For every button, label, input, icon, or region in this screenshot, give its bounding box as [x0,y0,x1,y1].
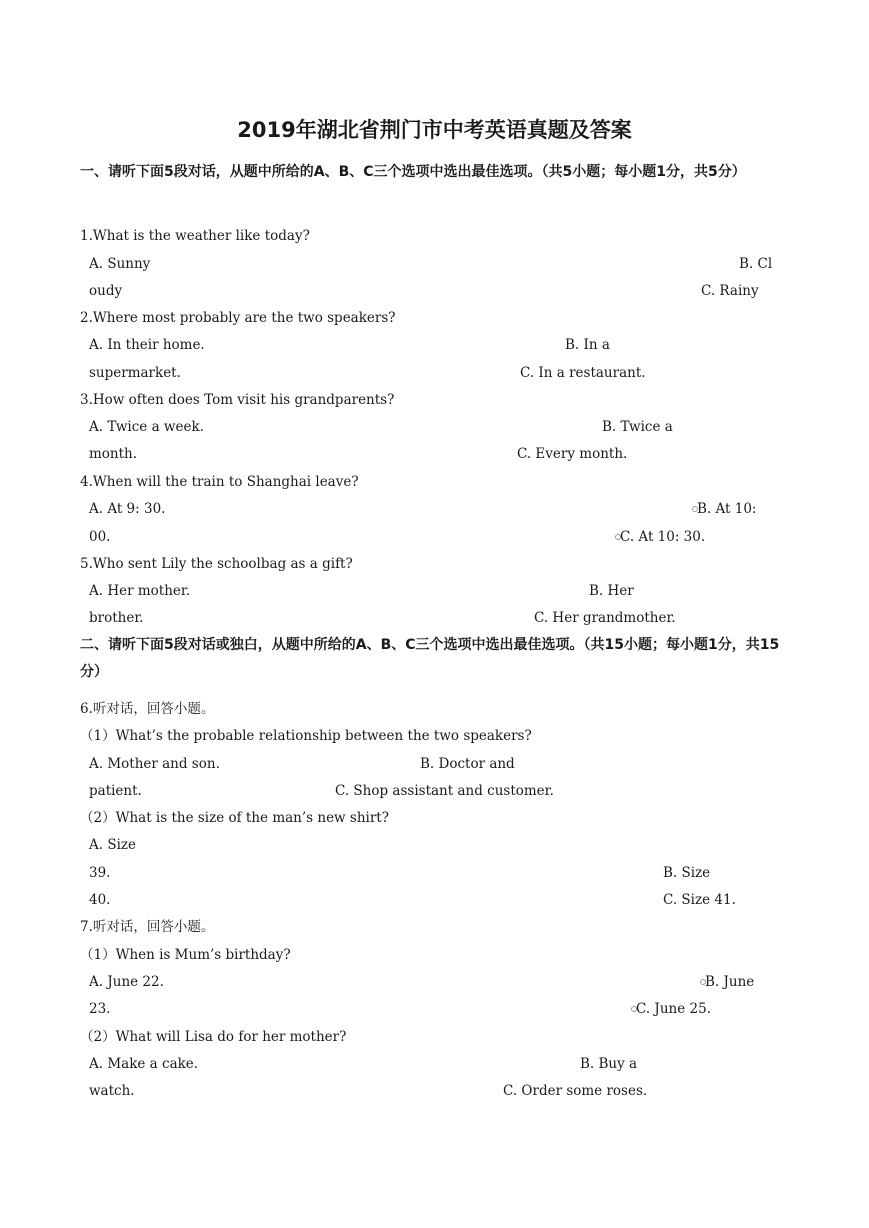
question-1-option-b-continued: oudy [89,283,123,299]
question-1-option-b: B. Cl [739,256,773,272]
question-1-stem: 1.What is the weather like today? [80,228,310,244]
question-5-stem: 5.Who sent Lily the schoolbag as a gift? [80,556,353,572]
question-4-option-b: B. At 10: [697,501,757,517]
question-5-option-a: A. Her mother. [89,583,191,599]
question-7-1-option-a: A. June 22. [89,974,164,990]
question-1-option-c: C. Rainy [701,283,759,299]
question-7-intro: 7.听对话，回答小题。 [80,919,215,935]
question-6-2-stem: （2）What is the size of the man’s new shirt? [80,810,389,826]
question-6-2-option-a: A. Size [89,837,136,853]
question-6-2-option-c: C. Size 41. [663,892,736,908]
section-2-heading: 二、请听下面5段对话或独白，从题中所给的A、B、C三个选项中选出最佳选项。（共15小题；每小题1分，共15分） [80,637,780,680]
question-3-option-b: B. Twice a [602,419,673,435]
question-2-option-b: B. In a [565,337,610,353]
question-2-option-a: A. In their home. [89,337,205,353]
question-5-option-b-continued: brother. [89,610,144,626]
question-6-2-option-b-continued: 40. [89,892,111,908]
question-2-option-b-continued: supermarket. [89,365,181,381]
question-2-stem: 2.Where most probably are the two speakers? [80,310,396,326]
question-7-1-option-c: C. June 25. [636,1001,711,1017]
page-title: 2019年湖北省荆门市中考英语真题及答案 [237,118,632,142]
question-7-2-option-b: B. Buy a [580,1056,638,1072]
question-7-2-option-c: C. Order some roses. [503,1083,648,1099]
section-1-heading: 一、请听下面5段对话，从题中所给的A、B、C三个选项中选出最佳选项。（共5小题；每小题1分，共5分） [80,164,746,180]
question-4-option-c: C. At 10: 30. [620,529,706,545]
question-7-1-stem: （1）When is Mum’s birthday? [80,947,291,963]
question-6-1-option-b-continued: patient. [89,783,142,799]
question-3-stem: 3.How often does Tom visit his grandparents? [80,392,395,408]
question-5-option-b: B. Her [589,583,634,599]
question-7-1-option-b: B. June [705,974,755,990]
question-6-1-stem: （1）What’s the probable relationship between the two speakers? [80,728,532,744]
question-3-option-c: C. Every month. [517,446,628,462]
question-7-2-option-a: A. Make a cake. [89,1056,199,1072]
question-7-1-option-b-continued: 23. [89,1001,111,1017]
question-6-1-option-b: B. Doctor and [420,756,515,772]
question-6-intro: 6.听对话，回答小题。 [80,701,215,717]
question-6-1-option-c: C. Shop assistant and customer. [335,783,554,799]
question-4-option-a: A. At 9: 30. [89,501,166,517]
question-3-option-a: A. Twice a week. [89,419,204,435]
question-4-stem: 4.When will the train to Shanghai leave? [80,474,359,490]
question-5-option-c: C. Her grandmother. [534,610,676,626]
question-6-1-option-a: A. Mother and son. [89,756,220,772]
question-2-option-c: C. In a restaurant. [520,365,646,381]
question-4-option-b-continued: 00. [89,529,111,545]
question-7-2-stem: （2）What will Lisa do for her mother? [80,1029,347,1045]
question-6-2-option-a-continued: 39. [89,865,111,881]
question-3-option-b-continued: month. [89,446,138,462]
question-1-option-a: A. Sunny [89,256,151,272]
question-7-2-option-b-continued: watch. [89,1083,135,1099]
question-6-2-option-b: B. Size [663,865,711,881]
